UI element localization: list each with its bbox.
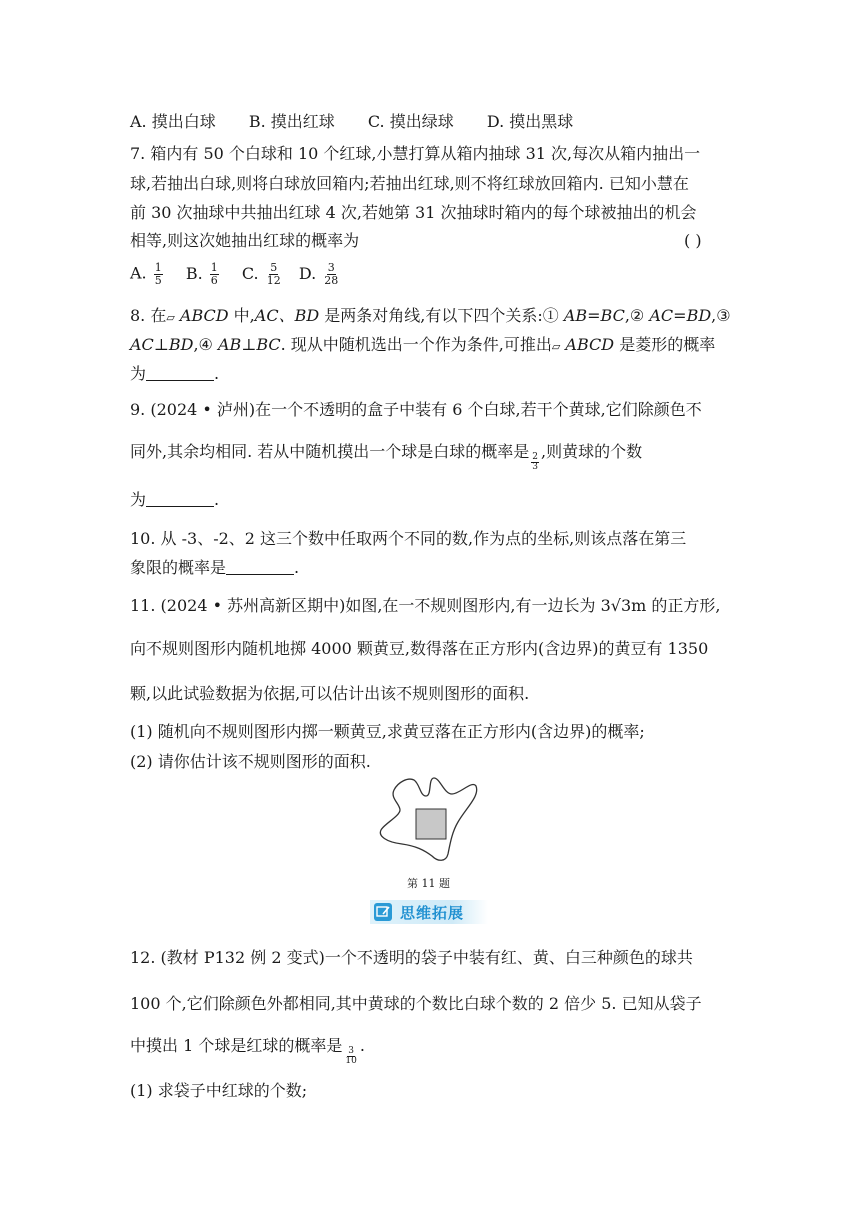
q6-option-b: B. 摸出红球 bbox=[248, 112, 335, 131]
q7-line-1: 7. 箱内有 50 个白球和 10 个红球,小慧打算从箱内抽球 31 次,每次从箱内抽出一 bbox=[130, 144, 701, 163]
q12-line-1: 12. (教材 P132 例 2 变式)一个不透明的袋子中装有红、黄、白三种颜色的球共 bbox=[130, 948, 693, 967]
q12-line-2: 100 个,它们除颜色外都相同,其中黄球的个数比白球个数的 2 倍少 5. 已知从袋子 bbox=[130, 994, 702, 1013]
q7-option-d-fraction: $\frac{3}{28}$ bbox=[324, 261, 339, 287]
q6-options bbox=[130, 114, 573, 130]
q7-option-c-fraction: $\frac{5}{12}$ bbox=[266, 261, 281, 287]
q6-option-c: C. 摸出绿球 bbox=[367, 112, 454, 131]
figure-caption: 第 11 题 bbox=[407, 877, 450, 890]
q12-subquestion-1: (1) 求袋子中红球的个数; bbox=[130, 1081, 308, 1100]
q10-line-2: 象限的概率是 . bbox=[130, 558, 300, 577]
q7-line-4: 相等,则这次她抽出红球的概率为 bbox=[130, 231, 360, 250]
answer-blank bbox=[146, 492, 214, 507]
q9-line-3: 为 . bbox=[130, 490, 220, 509]
irregular-shape-figure bbox=[376, 776, 486, 866]
q6-option-d: D. 摸出黑球 bbox=[486, 112, 574, 131]
q11-subquestion-2: (2) 请你估计该不规则图形的面积. bbox=[130, 752, 371, 771]
q11-line-3: 颗,以此试验数据为依据,可以估计出该不规则图形的面积. bbox=[130, 684, 530, 703]
parallelogram-symbol: ▱ bbox=[551, 340, 561, 353]
q9-line-1: 9. (2024 • 泸州)在一个不透明的盒子中装有 6 个白球,若干个黄球,它们除颜色不 bbox=[130, 400, 702, 419]
q6-option-a: A. 摸出白球 bbox=[130, 112, 216, 131]
q7-answer-paren: ( ) bbox=[684, 231, 702, 250]
q12-fraction: $\frac{3}{10}$ bbox=[345, 1046, 357, 1067]
q7-option-d-label: D. bbox=[298, 263, 317, 283]
q10-line-1: 10. 从 -3、-2、2 这三个数中任取两个不同的数,作为点的坐标,则该点落在第三 bbox=[130, 529, 687, 548]
q7-option-b-fraction: $\frac{1}{6}$ bbox=[210, 261, 218, 287]
square bbox=[416, 809, 446, 839]
parallelogram-symbol: ▱ bbox=[166, 311, 175, 324]
q12-line-3: 中摸出 1 个球是红球的概率是 $\frac{3}{10}$ . bbox=[130, 1036, 365, 1067]
q11-line-1: 11. (2024 • 苏州高新区期中)如图,在一不规则图形内,有一边长为 3√3m 的正方形, bbox=[130, 596, 721, 615]
q9-line-2: 同外,其余均相同. 若从中随机摸出一个球是白球的概率是 $\frac{2}{3}$ ,则黄球的个数 bbox=[130, 442, 643, 473]
q8-line-2: AC⊥BD,④ AB⊥BC. 现从中随机选出一个作为条件,可推出▱ ABCD 是菱形的概率 bbox=[130, 335, 716, 354]
q7-option-a-label: A. bbox=[130, 263, 147, 283]
q11-line-2: 向不规则图形内随机地掷 4000 颗黄豆,数得落在正方形内(含边界)的黄豆有 1350 bbox=[130, 639, 709, 658]
q7-option-b-label: B. bbox=[185, 263, 203, 283]
q8-line-1: 8. 在▱ ABCD 中,AC、BD 是两条对角线,有以下四个关系:① AB=BC,② AC=BD,③ bbox=[130, 306, 731, 325]
section-badge bbox=[370, 900, 488, 924]
q11-subquestion-1: (1) 随机向不规则图形内掷一颗黄豆,求黄豆落在正方形内(含边界)的概率; bbox=[130, 722, 645, 741]
q7-option-c-label: C. bbox=[241, 263, 259, 283]
answer-blank bbox=[226, 560, 294, 575]
section-badge-label: 思维拓展 bbox=[400, 903, 465, 922]
q7-option-a-fraction: $\frac{1}{5}$ bbox=[154, 261, 162, 287]
q9-fraction: $\frac{2}{3}$ bbox=[532, 452, 538, 473]
answer-blank bbox=[146, 366, 214, 381]
q8-line-3: 为 . bbox=[130, 364, 220, 383]
q7-line-2: 球,若抽出白球,则将白球放回箱内;若抽出红球,则不将红球放回箱内. 已知小慧在 bbox=[130, 174, 689, 193]
q7-line-3: 前 30 次抽球中共抽出红球 4 次,若她第 31 次抽球时箱内的每个球被抽出的机会 bbox=[130, 203, 697, 222]
pencil-board-icon bbox=[374, 903, 392, 921]
q7-options bbox=[130, 262, 341, 286]
